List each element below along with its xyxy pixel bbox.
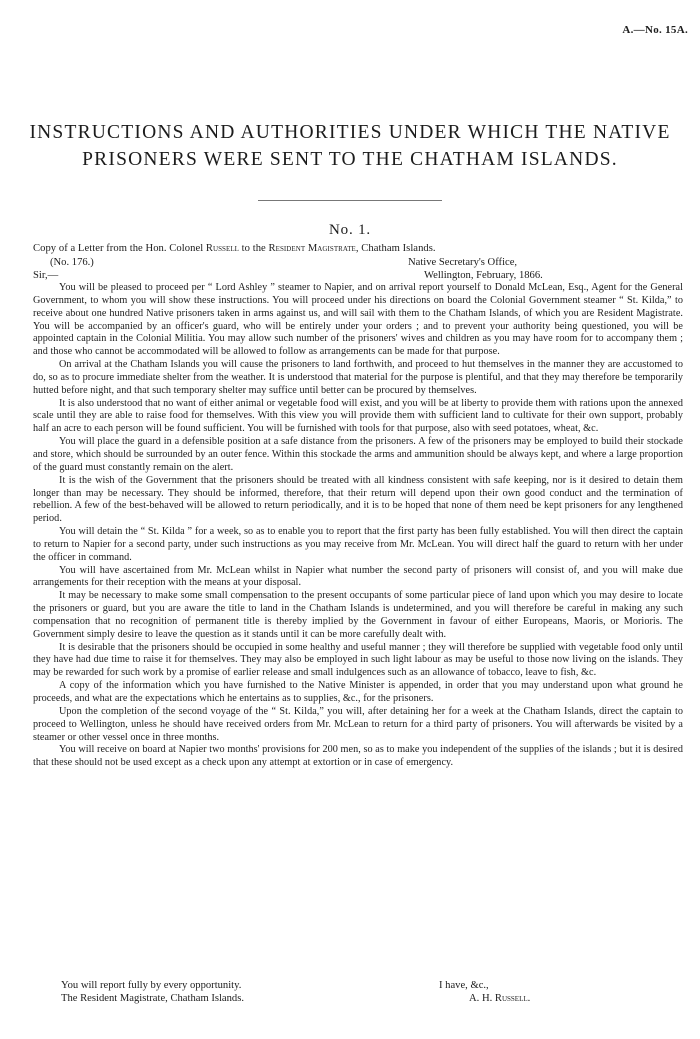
document-title-line-1: INSTRUCTIONS AND AUTHORITIES UNDER WHICH THE NATIVE (29, 122, 671, 143)
letter-heading-suffix: , Chatham Islands. (355, 243, 436, 254)
letter-paragraph: You will place the guard in a defensible position at a safe distance from the prisoners. A few of the prisoners may be employed to build their stockade and store, which should be surrounded by an outer fence. Within this stockade the arms and ammunition should be always kept, and where a large proportion of the guard must constantly remain on the alert. (33, 436, 683, 473)
letter-salutation: Sir,— (33, 270, 59, 281)
letter-paragraph: You will be pleased to proceed per “ Lord Ashley ” steamer to Napier, and on arrival report yourself to Donald McLean, Esq., Agent for the General Government, to whom you will show these instructions. You will proceed under his directions on board the Colonial Government steamer “ St. Kilda,” to receive about one hundred Native prisoners taken in arms against us, and will sail with them to the Chatham Islands, of which you are Resident Magistrate. You will be accompanied by an officer's guard, who will be entirely under your orders ; and to prevent your authority being questioned, you will be appointed captain in the Colonial Militia. You may allow such number of the prisoners' wives and children as you may have room for to accompany them ; and those who cannot be accommodated will be allowed to follow as arrangements can be made for that purpose. (33, 282, 683, 358)
letter-body (33, 282, 683, 770)
letter-paragraph: It is also understood that no want of either animal or vegetable food will exist, and you will be at liberty to provide them with rations upon the annexed scale until they are able to raise food for themselves. With this view you will provide them with sufficient land to cultivate for their own support, probably half an acre to each person will be found sufficient. You will be furnished with tools for that purpose, also with seed potatoes, wheat, &c. (33, 397, 683, 435)
letter-paragraph: You will detain the “ St. Kilda ” for a week, so as to enable you to report that the first party has been fully established. You will then direct the captain to return to Napier for a second party, under such instructions as you may receive from Mr. McLean. You will direct half the guard to return with her under the officer in command. (33, 526, 683, 563)
letter-addressee: The Resident Magistrate, Chatham Islands. (61, 993, 244, 1004)
letter-place-date: Wellington, February, 1866. (424, 270, 543, 281)
letter-paragraph: It may be necessary to make some small compensation to the present occupants of some particular piece of land upon which you may desire to locate the prisoners or guard, but you are aware the title to land in the Chatham Islands is undetermined, and you will therefore be careful in making any such compensation that no recognition of permanent title is thereby implied by the Government in favour of either Europeans, Maoris, or Morioris. The Government simply desire to leave the question as it stands until it can be more carefully dealt with. (33, 590, 683, 640)
letter-signature: A. H. Russell. (469, 993, 531, 1004)
letter-reference-number: (No. 176.) (50, 257, 94, 268)
letter-paragraph: A copy of the information which you have furnished to the Native Minister is appended, in order that you may understand upon what ground he proceeds, and what are the expectations which he entertains as to supplies, &c., for the prisoners. (33, 680, 683, 704)
letter-sender-name: Russell (205, 243, 239, 254)
letter-heading (33, 242, 683, 255)
letter-office: Native Secretary's Office, (408, 257, 518, 268)
closing-line: You will report fully by every opportunity. (61, 980, 242, 991)
letter-paragraph: You will receive on board at Napier two months' provisions for 200 men, so as to make you independent of the supplies of the islands ; but it is desired that these should not be used except as a check upon any attempt at extortion or in case of emergency. (33, 744, 683, 769)
section-number: No. 1. (329, 222, 371, 238)
title-divider (258, 200, 442, 201)
document-reference: A.—No. 15A. (622, 24, 688, 36)
letter-recipient-title: Resident Magistrate (268, 243, 356, 254)
letter-heading-prefix: Copy of a Letter from the Hon. Colonel (33, 243, 206, 254)
letter-paragraph: Upon the completion of the second voyage of the “ St. Kilda,” you will, after detaining her for a week at the Chatham Islands, direct the captain to proceed to Wellington, unless he should have received orders from Mr. McLean to return for a third party of prisoners. You will afterwards be visited by a steamer or other vessel once in three months. (33, 705, 683, 743)
document-title-line-2: PRISONERS WERE SENT TO THE CHATHAM ISLANDS. (82, 149, 618, 170)
letter-heading-mid: to the (238, 243, 269, 254)
letter-paragraph: On arrival at the Chatham Islands you will cause the prisoners to land forthwith, and proceed to hut themselves in the manner they are accustomed to do, so as to procure immediate shelter from the weather. It is understood that material for the purpose is plentiful, and that they may therefore be temporarily hutted before night, and that such temporary shelter may suffice until better can be procured by themselves. (33, 359, 683, 396)
letter-sign-off: I have, &c., (439, 980, 489, 991)
letter-paragraph: It is the wish of the Government that the prisoners should be treated with all kindness consistent with safe keeping, nor is it desired to detain them longer than may be necessary. They should be informed, therefore, that their return will depend upon their own good conduct and the termination of rebellion. A few of the best-behaved will be allowed to return periodically, and it is to be hoped that none of them need be kept prisoners for any lengthened period. (33, 474, 683, 525)
letter-paragraph: You will have ascertained from Mr. McLean whilst in Napier what number the second party of prisoners will consist of, and you will make due arrangements for their reception with the means at your disposal. (33, 564, 683, 589)
letter-paragraph: It is desirable that the prisoners should be occupied in some healthy and useful manner ; they will therefore be supplied with vegetable food only until they have had due time to raise it for themselves. They may also be employed in such light labour as may be useful to those now living on the islands. They may be rewarded for such work by a promise of earlier release and small indulgences such as an allowance of tobacco, leave to fish, &c. (33, 641, 683, 679)
